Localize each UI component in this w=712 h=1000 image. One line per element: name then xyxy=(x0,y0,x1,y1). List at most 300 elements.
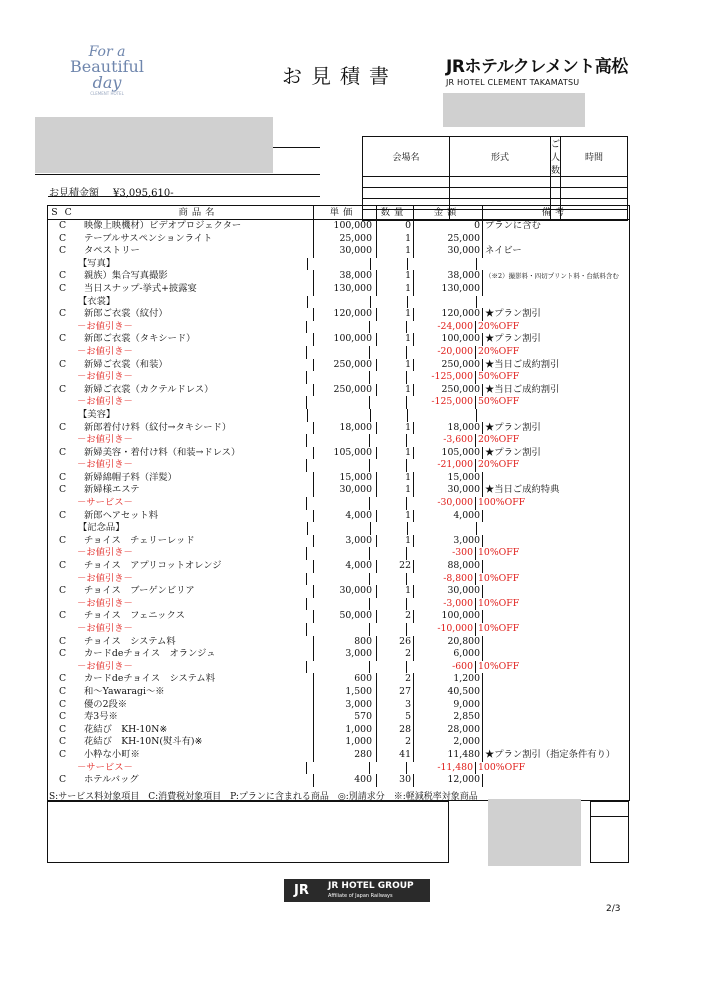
stamp-box xyxy=(590,801,629,863)
table-row xyxy=(48,233,629,246)
row-note xyxy=(482,510,625,523)
row-sc: C xyxy=(58,270,67,282)
row-sc: C xyxy=(58,673,67,685)
row-amount: -10,000 xyxy=(406,623,475,636)
table-row xyxy=(48,648,629,661)
row-quantity: 1 xyxy=(376,283,413,296)
row-sc: C xyxy=(58,333,67,345)
row-unit-price xyxy=(307,296,370,309)
row-amount: 0 xyxy=(413,220,482,233)
row-name: 親族）集合写真撮影 xyxy=(84,270,168,282)
row-note xyxy=(476,296,619,309)
table-row xyxy=(48,749,629,762)
table-row xyxy=(48,283,629,296)
row-amount: 120,000 xyxy=(413,308,482,321)
row-unit-price: 3,000 xyxy=(313,699,376,712)
row-sc xyxy=(48,598,77,611)
row-note: ★当日ご成約割引 xyxy=(482,384,625,397)
row-amount: 40,500 xyxy=(413,686,482,699)
row-note xyxy=(482,648,625,661)
estimate-amount xyxy=(49,184,174,199)
table-row xyxy=(48,699,629,712)
row-note: ★当日ご成約特典 xyxy=(482,484,625,497)
row-sc: C xyxy=(58,245,67,257)
venue-header-time: 時間 xyxy=(561,137,628,177)
row-note: 10%OFF xyxy=(475,623,618,636)
row-note: プランに含む xyxy=(482,220,625,233)
redacted-block-top-right xyxy=(443,93,585,127)
table-row xyxy=(48,585,629,598)
table-row xyxy=(48,245,629,258)
col-sc: S C xyxy=(51,207,74,218)
row-note xyxy=(482,711,625,724)
row-unit-price xyxy=(306,321,369,334)
row-note xyxy=(482,560,625,573)
row-unit-price: 120,000 xyxy=(313,308,376,321)
table-row xyxy=(48,610,629,623)
row-unit-price: 1,000 xyxy=(313,736,376,749)
row-unit-price: 600 xyxy=(313,673,376,686)
row-note xyxy=(482,686,625,699)
table-row xyxy=(48,510,629,523)
row-quantity xyxy=(369,497,406,510)
row-sc xyxy=(48,459,77,472)
row-unit-price xyxy=(306,661,369,674)
row-quantity: 5 xyxy=(376,711,413,724)
row-name: チョイス アプリコットオレンジ xyxy=(84,560,222,572)
redacted-block-customer xyxy=(35,117,273,173)
row-amount xyxy=(407,296,476,309)
discount-row xyxy=(48,762,629,775)
row-quantity: 0 xyxy=(376,220,413,233)
row-quantity: 1 xyxy=(376,384,413,397)
row-quantity: 27 xyxy=(376,686,413,699)
row-amount: -20,000 xyxy=(406,346,475,359)
row-sc: C xyxy=(58,774,67,786)
row-quantity xyxy=(369,321,406,334)
row-sc: C xyxy=(58,748,67,760)
discount-row xyxy=(48,321,629,334)
row-name: －お値引き－ xyxy=(77,459,133,471)
row-quantity: 28 xyxy=(376,724,413,737)
row-quantity: 1 xyxy=(376,472,413,485)
table-row xyxy=(48,447,629,460)
hotel-brand-jp: JRホテルクレメント高松 xyxy=(446,57,628,77)
row-note: ★当日ご成約割引 xyxy=(482,359,625,372)
estimate-amount-value: ¥3,095,610- xyxy=(113,188,174,199)
row-unit-price: 1,000 xyxy=(313,724,376,737)
table-row xyxy=(48,636,629,649)
row-amount: 20,800 xyxy=(413,636,482,649)
row-sc: C xyxy=(58,560,67,572)
row-name: カードdeチョイス システム料 xyxy=(84,673,216,685)
row-note: 10%OFF xyxy=(475,661,618,674)
discount-row xyxy=(48,371,629,384)
discount-row xyxy=(48,598,629,611)
row-unit-price: 100,000 xyxy=(313,220,376,233)
row-name: 花結び KH-10N(熨斗有)※ xyxy=(84,736,203,748)
row-amount: -24,000 xyxy=(406,321,475,334)
row-amount: 250,000 xyxy=(413,359,482,372)
logo-line-4: CLEMENT HOTEL xyxy=(90,91,124,96)
row-quantity: 1 xyxy=(376,308,413,321)
row-name: －お値引き－ xyxy=(77,345,133,357)
row-note: ★プラン割引 xyxy=(482,447,625,460)
row-amount: 1,200 xyxy=(413,673,482,686)
row-quantity: 1 xyxy=(376,447,413,460)
memo-box xyxy=(47,801,449,863)
row-sc: C xyxy=(58,232,67,244)
row-name: ホテルバッグ xyxy=(84,774,139,786)
category-row xyxy=(48,258,629,271)
row-name: 寿3号※ xyxy=(84,711,118,723)
discount-row xyxy=(48,623,629,636)
row-amount: 12,000 xyxy=(413,774,482,787)
row-unit-price: 250,000 xyxy=(313,359,376,372)
row-note xyxy=(482,610,625,623)
row-name: －お値引き－ xyxy=(77,660,133,672)
row-note xyxy=(482,699,625,712)
row-note: 10%OFF xyxy=(475,573,618,586)
row-amount: -3,600 xyxy=(406,434,475,447)
row-note: ★プラン割引 xyxy=(482,308,625,321)
row-amount: -125,000 xyxy=(406,371,475,384)
row-amount: 18,000 xyxy=(413,422,482,435)
category-row xyxy=(48,409,629,422)
jr-logo-mark: JR xyxy=(294,883,309,898)
row-name: 新婦ご衣裳（和装） xyxy=(84,358,168,370)
row-unit-price: 50,000 xyxy=(313,610,376,623)
row-sc: C xyxy=(58,736,67,748)
row-quantity: 2 xyxy=(376,648,413,661)
row-unit-price: 1,500 xyxy=(313,686,376,699)
row-sc: C xyxy=(58,446,67,458)
row-note xyxy=(482,724,625,737)
table-row xyxy=(48,673,629,686)
row-amount: -600 xyxy=(406,661,475,674)
row-note xyxy=(482,636,625,649)
row-note: 50%OFF xyxy=(475,371,618,384)
row-name: －サービス－ xyxy=(77,761,133,773)
table-row xyxy=(48,422,629,435)
row-quantity xyxy=(369,623,406,636)
row-quantity: 26 xyxy=(376,636,413,649)
row-name: 映像上映機材）ビデオプロジェクター xyxy=(84,220,242,231)
row-amount: 30,000 xyxy=(413,585,482,598)
row-unit-price: 105,000 xyxy=(313,447,376,460)
row-sc xyxy=(48,547,77,560)
row-quantity xyxy=(369,547,406,560)
table-row xyxy=(48,384,629,397)
row-name: 【写真】 xyxy=(78,257,116,269)
row-sc: C xyxy=(58,585,67,597)
row-name: －お値引き－ xyxy=(77,572,133,584)
row-unit-price xyxy=(307,409,370,422)
row-amount: -3,000 xyxy=(406,598,475,611)
table-row xyxy=(48,472,629,485)
row-unit-price: 25,000 xyxy=(313,233,376,246)
category-row xyxy=(48,296,629,309)
row-name: 新郎ご衣裳（紋付） xyxy=(84,308,168,320)
row-amount: 250,000 xyxy=(413,384,482,397)
row-sc xyxy=(48,522,77,535)
table-row xyxy=(48,774,629,787)
row-name: 新婦綿帽子料（洋髪） xyxy=(84,471,177,483)
row-unit-price xyxy=(306,573,369,586)
discount-row xyxy=(48,573,629,586)
table-row xyxy=(48,359,629,372)
row-amount: 30,000 xyxy=(413,245,482,258)
row-amount: -125,000 xyxy=(406,396,475,409)
row-quantity: 1 xyxy=(376,245,413,258)
row-sc: C xyxy=(58,484,67,496)
row-unit-price xyxy=(306,497,369,510)
row-sc xyxy=(48,296,77,309)
row-unit-price: 3,000 xyxy=(313,535,376,548)
row-sc: C xyxy=(58,723,67,735)
table-row xyxy=(48,535,629,548)
row-unit-price: 30,000 xyxy=(313,484,376,497)
row-name: －お値引き－ xyxy=(77,320,133,332)
logo-line-2: Beautiful xyxy=(70,57,144,76)
row-unit-price xyxy=(306,346,369,359)
redacted-block-bottom xyxy=(488,799,581,866)
discount-row xyxy=(48,497,629,510)
row-note: 20%OFF xyxy=(475,321,618,334)
discount-row xyxy=(48,434,629,447)
row-unit-price: 130,000 xyxy=(313,283,376,296)
row-name: チョイス フェニックス xyxy=(84,610,185,622)
discount-row xyxy=(48,547,629,560)
discount-row xyxy=(48,346,629,359)
row-sc xyxy=(48,623,77,636)
row-unit-price: 30,000 xyxy=(313,245,376,258)
row-note: 20%OFF xyxy=(475,434,618,447)
row-note: 50%OFF xyxy=(475,396,618,409)
row-note xyxy=(476,522,619,535)
row-unit-price xyxy=(306,459,369,472)
row-note xyxy=(482,535,625,548)
row-unit-price xyxy=(307,258,370,271)
row-name: 優の2段※ xyxy=(84,698,128,710)
table-row xyxy=(48,724,629,737)
row-unit-price xyxy=(306,396,369,409)
row-amount: 28,000 xyxy=(413,724,482,737)
customer-underline-1 xyxy=(273,147,320,148)
row-amount: 130,000 xyxy=(413,283,482,296)
row-amount: 25,000 xyxy=(413,233,482,246)
row-sc: C xyxy=(58,308,67,320)
table-row xyxy=(48,560,629,573)
row-unit-price: 4,000 xyxy=(313,560,376,573)
row-sc xyxy=(48,762,77,775)
row-unit-price: 250,000 xyxy=(313,384,376,397)
table-row xyxy=(48,308,629,321)
col-amount: 金額 xyxy=(413,206,482,219)
row-quantity xyxy=(369,661,406,674)
row-sc xyxy=(48,573,77,586)
row-name: 新郎ご衣裳（タキシード） xyxy=(84,333,196,345)
hotel-brand-en: JR HOTEL CLEMENT TAKAMATSU xyxy=(446,78,580,87)
row-sc: C xyxy=(58,610,67,622)
row-amount: 6,000 xyxy=(413,648,482,661)
row-unit-price: 15,000 xyxy=(313,472,376,485)
row-amount: -11,480 xyxy=(406,762,475,775)
row-sc xyxy=(48,661,77,674)
row-quantity xyxy=(370,258,407,271)
row-sc: C xyxy=(58,421,67,433)
row-quantity xyxy=(369,396,406,409)
logo-line-3: day xyxy=(92,73,122,92)
row-amount: 2,000 xyxy=(413,736,482,749)
table-row xyxy=(48,333,629,346)
row-name: 【衣裳】 xyxy=(78,295,116,307)
row-unit-price xyxy=(306,434,369,447)
row-quantity: 1 xyxy=(376,333,413,346)
row-note xyxy=(482,774,625,787)
table-row xyxy=(48,220,629,233)
row-unit-price: 30,000 xyxy=(313,585,376,598)
discount-row xyxy=(48,459,629,472)
row-note xyxy=(482,233,625,246)
row-note: 20%OFF xyxy=(475,459,618,472)
venue-header-guests: ご人数 xyxy=(551,137,561,177)
row-sc xyxy=(48,434,77,447)
row-unit-price: 570 xyxy=(313,711,376,724)
row-note: 10%OFF xyxy=(475,547,618,560)
category-row xyxy=(48,522,629,535)
page-number: 2/3 xyxy=(606,904,621,914)
row-amount: 3,000 xyxy=(413,535,482,548)
table-row xyxy=(48,711,629,724)
row-name: 当日スナップ-挙式+披露宴 xyxy=(84,282,197,294)
table-row xyxy=(48,484,629,497)
row-quantity xyxy=(369,762,406,775)
row-amount: -30,000 xyxy=(406,497,475,510)
row-unit-price: 38,000 xyxy=(313,270,376,283)
row-name: 小粋な小町※ xyxy=(84,748,140,760)
row-note xyxy=(482,283,625,296)
row-note: ★プラン割引 xyxy=(482,333,625,346)
row-sc: C xyxy=(58,471,67,483)
row-unit-price xyxy=(306,623,369,636)
row-unit-price: 3,000 xyxy=(313,648,376,661)
row-sc xyxy=(48,371,77,384)
row-sc: C xyxy=(58,220,67,231)
row-quantity: 41 xyxy=(376,749,413,762)
row-note: 100%OFF xyxy=(475,762,618,775)
row-note: ネイビー xyxy=(482,245,625,258)
row-sc: C xyxy=(58,635,67,647)
row-sc xyxy=(48,258,77,271)
row-note: ★プラン割引（指定条件有り） xyxy=(482,749,625,762)
row-name: 新郎ヘアセット料 xyxy=(84,509,159,521)
row-name: 花結び KH-10N※ xyxy=(84,723,168,735)
row-sc: C xyxy=(58,509,67,521)
estimate-amount-label: お見積金額 xyxy=(49,188,99,199)
row-quantity: 1 xyxy=(376,535,413,548)
row-note: （※2）撮影料・四切プリント料・台紙料含む xyxy=(482,270,625,283)
row-unit-price xyxy=(307,522,370,535)
row-name: －お値引き－ xyxy=(77,396,133,408)
row-note xyxy=(482,472,625,485)
row-name: 【記念品】 xyxy=(78,522,125,534)
row-amount: 100,000 xyxy=(413,333,482,346)
row-amount: 4,000 xyxy=(413,510,482,523)
row-quantity: 1 xyxy=(376,510,413,523)
col-qty: 数量 xyxy=(376,206,413,219)
row-amount: 9,000 xyxy=(413,699,482,712)
wedding-logo xyxy=(62,45,152,105)
row-unit-price: 100,000 xyxy=(313,333,376,346)
row-name: チョイス システム料 xyxy=(84,635,176,647)
row-name: －サービス－ xyxy=(77,497,133,509)
row-unit-price xyxy=(306,371,369,384)
row-sc: C xyxy=(58,711,67,723)
legend-text: S:サービス料対象項目 C:消費税対象項目 P:プランに含まれる商品 ◎:別請求分 ※:軽減税率対象商品 xyxy=(49,792,478,802)
row-sc: C xyxy=(58,383,67,395)
row-unit-price: 400 xyxy=(313,774,376,787)
row-quantity xyxy=(370,409,407,422)
row-name: －お値引き－ xyxy=(77,623,133,634)
row-quantity xyxy=(370,522,407,535)
row-unit-price xyxy=(306,598,369,611)
row-quantity: 1 xyxy=(376,422,413,435)
logo-line-1: For a xyxy=(88,44,126,60)
jr-logo-sub: Affiliate of Japan Railways xyxy=(328,892,393,899)
row-name: 【美容】 xyxy=(78,408,116,420)
row-unit-price: 4,000 xyxy=(313,510,376,523)
row-quantity: 1 xyxy=(376,484,413,497)
row-amount: 38,000 xyxy=(413,270,482,283)
row-amount xyxy=(407,258,476,271)
row-amount xyxy=(407,409,476,422)
row-quantity: 2 xyxy=(376,610,413,623)
row-sc xyxy=(48,497,77,510)
row-quantity: 2 xyxy=(376,673,413,686)
row-name: チョイス チェリーレッド xyxy=(84,534,195,546)
row-amount: 100,000 xyxy=(413,610,482,623)
row-name: チョイス ブーゲンビリア xyxy=(84,585,195,597)
table-row xyxy=(48,736,629,749)
row-name: テーブルサスペンションライト xyxy=(84,232,213,244)
row-quantity: 1 xyxy=(376,270,413,283)
row-quantity: 1 xyxy=(376,233,413,246)
row-name: カードdeチョイス オランジュ xyxy=(84,648,216,660)
venue-header-style: 形式 xyxy=(450,137,551,177)
row-amount: 105,000 xyxy=(413,447,482,460)
row-quantity xyxy=(369,346,406,359)
row-amount: -300 xyxy=(406,547,475,560)
row-note xyxy=(482,585,625,598)
row-name: 新婦様エステ xyxy=(84,484,140,496)
venue-header-name: 会場名 xyxy=(363,137,450,177)
col-note: 備考 xyxy=(482,206,625,219)
row-quantity: 22 xyxy=(376,560,413,573)
row-sc: C xyxy=(58,534,67,546)
jr-hotel-group-logo xyxy=(284,879,430,902)
col-unit: 単価 xyxy=(313,206,376,219)
row-quantity: 2 xyxy=(376,736,413,749)
row-name: 新婦美容・着付け料（和装→ドレス） xyxy=(84,446,241,458)
row-note xyxy=(476,409,619,422)
row-sc xyxy=(48,396,77,409)
jr-logo-text: JR HOTEL GROUP xyxy=(328,880,414,891)
row-unit-price: 280 xyxy=(313,749,376,762)
row-sc: C xyxy=(58,648,67,660)
discount-row xyxy=(48,661,629,674)
row-amount: 15,000 xyxy=(413,472,482,485)
